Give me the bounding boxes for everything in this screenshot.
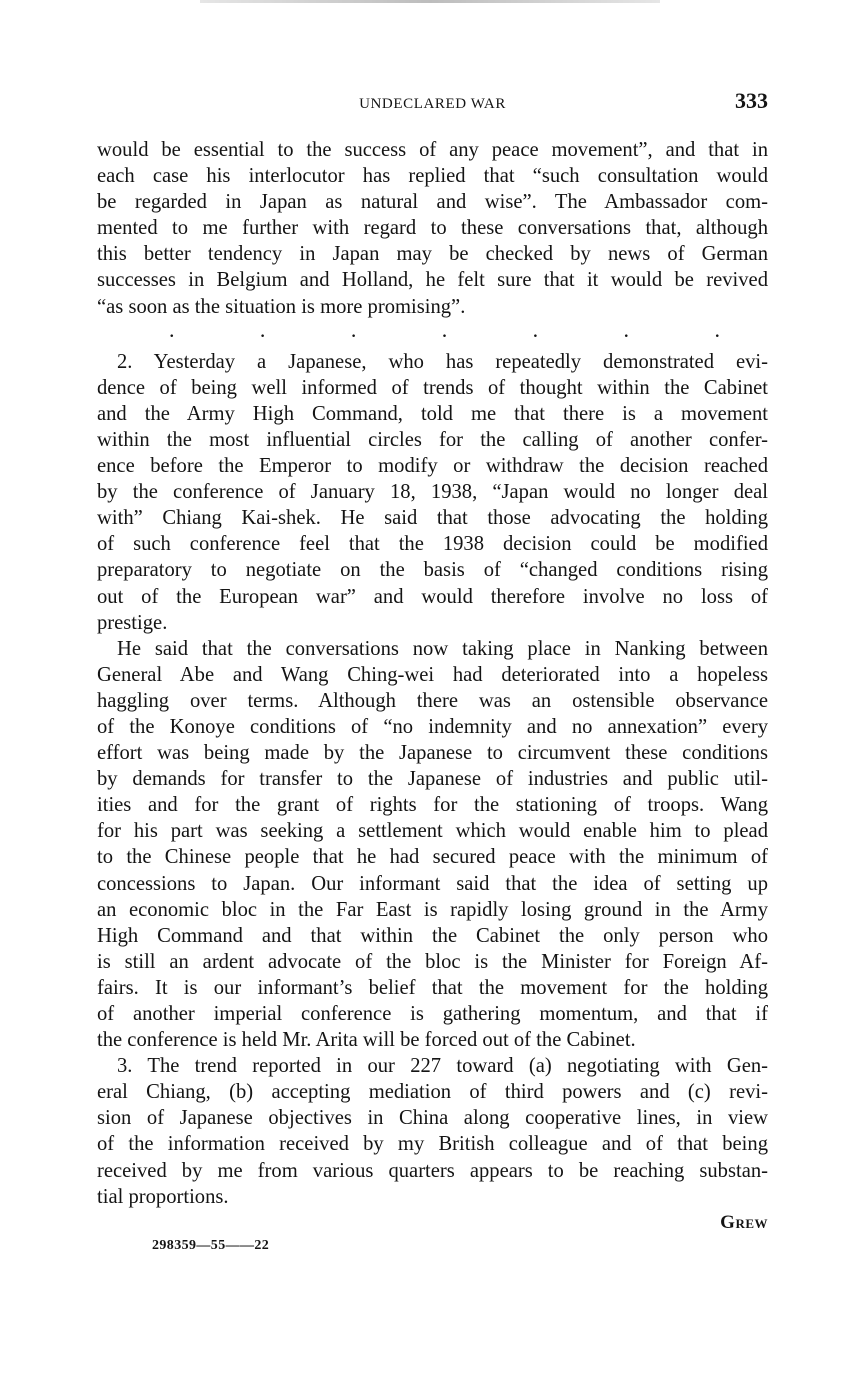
text-line: and the Army High Command, told me that there is a movement (97, 402, 768, 425)
omission-dot: . (169, 316, 175, 342)
text-line: sion of Japanese objectives in China along cooperative lines, in view (97, 1107, 768, 1130)
text-line: fairs. It is our informant’s belief that the movement for the holding (97, 976, 768, 999)
printer-code: 298359—55——22 (152, 1238, 270, 1253)
text-line: the conference is held Mr. Arita will be forced out of the Cabinet. (97, 1029, 636, 1052)
text-line: He said that the conversations now taking place in Nanking between (117, 637, 768, 660)
text-line: by demands for transfer to the Japanese of industries and public util- (97, 768, 768, 791)
omission-dot: . (623, 316, 630, 342)
text-line: mented to me further with regard to these conversations that, although (97, 217, 768, 240)
text-line: for his part was seeking a settlement which would enable him to plead (97, 820, 768, 843)
top-scan-rule (200, 0, 660, 3)
running-title: UNDECLARED WAR (359, 96, 506, 112)
text-line: an economic bloc in the Far East is rapidly losing ground in the Army (97, 898, 768, 921)
text-line: haggling over terms. Although there was an ostensible observance (97, 689, 768, 712)
omission-dot: . (532, 316, 539, 342)
text-line: tial proportions. (97, 1185, 229, 1208)
text-line: out of the European war” and would therefore involve no loss of (97, 585, 768, 608)
text-line: concessions to Japan. Our informant said that the idea of setting up (97, 872, 768, 895)
text-line: eral Chiang, (b) accepting mediation of third powers and (c) revi- (97, 1081, 768, 1104)
text-line: prestige. (97, 611, 168, 634)
text-line: is still an ardent advocate of the bloc is the Minister for Foreign Af- (97, 950, 768, 973)
omission-dot: . (441, 316, 448, 342)
omission-dots (97, 316, 768, 346)
text-line: preparatory to negotiate on the basis of “changed conditions rising (97, 559, 768, 582)
running-head (97, 88, 768, 120)
text-line: successes in Belgium and Holland, he felt sure that it would be revived (97, 269, 768, 292)
text-line: received by me from various quarters appears to be reaching substan- (97, 1159, 768, 1182)
omission-dot: . (714, 316, 720, 342)
text-line: each case his interlocutor has replied that “such consultation would (97, 165, 768, 188)
text-line: dence of being well informed of trends of thought within the Cabinet (97, 376, 768, 399)
text-line: of the information received by my British colleague and of that being (97, 1133, 768, 1156)
text-line: ities and for the grant of rights for the stationing of troops. Wang (97, 794, 768, 817)
text-line: ence before the Emperor to modify or withdraw the decision reached (97, 455, 768, 478)
body-text (97, 137, 768, 1210)
omission-dot: . (259, 316, 266, 342)
text-line: of such conference feel that the 1938 decision could be modified (97, 533, 768, 556)
text-line: be regarded in Japan as natural and wise”. The Ambassador com- (97, 191, 768, 214)
text-line: 3. The trend reported in our 227 toward (a) negotiating with Gen- (117, 1055, 768, 1078)
page-number: 333 (735, 88, 768, 113)
text-line: effort was being made by the Japanese to circumvent these conditions (97, 742, 768, 765)
text-line: General Abe and Wang Ching-wei had deteriorated into a hopeless (97, 663, 768, 686)
text-line: to the Chinese people that he had secured peace with the minimum of (97, 846, 768, 869)
text-line: 2. Yesterday a Japanese, who has repeatedly demonstrated evi- (117, 350, 768, 373)
signature (720, 1212, 768, 1234)
text-line: would be essential to the success of any peace movement”, and that in (97, 139, 768, 161)
signature-initial: G (720, 1212, 736, 1233)
text-line: High Command and that within the Cabinet the only person who (97, 924, 768, 947)
text-line: within the most influential circles for the calling of another confer- (97, 428, 768, 451)
text-line: of another imperial conference is gathering momentum, and that if (97, 1003, 768, 1025)
signature-rest: rew (735, 1212, 768, 1233)
text-line: this better tendency in Japan may be checked by news of German (97, 243, 768, 266)
text-line: with” Chiang Kai-shek. He said that those advocating the holding (97, 507, 768, 530)
omission-dot: . (350, 316, 357, 342)
text-line: “as soon as the situation is more promising”. (97, 295, 466, 318)
text-line: by the conference of January 18, 1938, “Japan would no longer deal (97, 481, 768, 504)
text-line: of the Konoye conditions of “no indemnity and no annexation” every (97, 715, 768, 738)
